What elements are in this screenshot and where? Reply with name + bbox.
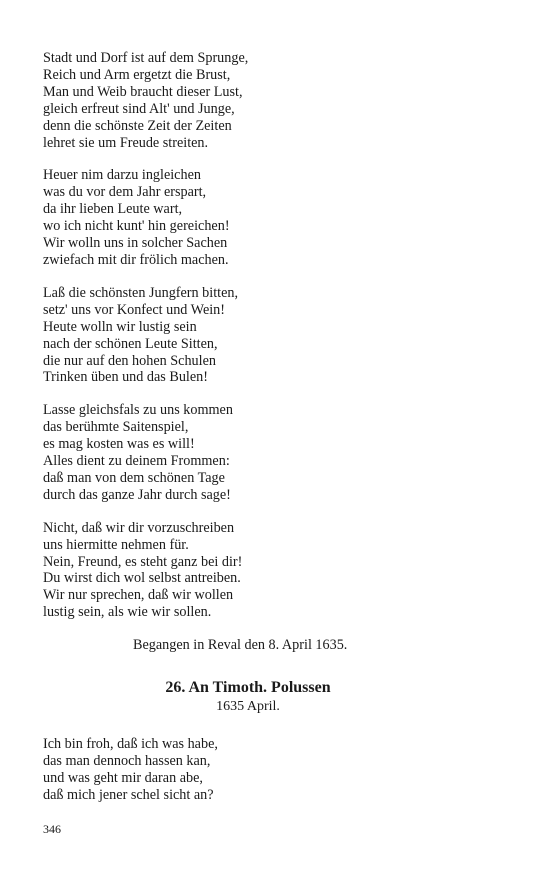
verse-line: gleich erfreut sind Alt' und Junge,	[43, 100, 235, 117]
verse-line: was du vor dem Jahr erspart,	[43, 184, 207, 201]
poem-date: 1635 April.	[216, 699, 280, 715]
stanza-2	[43, 167, 463, 268]
verse-line: Nein, Freund, es steht ganz bei dir!	[43, 553, 243, 570]
verse-line: Wir wolln uns in solcher Sachen	[43, 235, 228, 252]
verse-line: und was geht mir daran abe,	[43, 770, 203, 786]
verse-line: Nicht, daß wir dir vorzuschreiben	[43, 519, 235, 536]
verse-line: Man und Weib braucht dieser Lust,	[43, 83, 243, 100]
verse-line: Laß die schönsten Jungfern bitten,	[43, 284, 239, 301]
page-number: 346	[43, 822, 61, 836]
verse-line: es mag kosten was es will!	[43, 436, 195, 453]
verse-line: wo ich nicht kunt' hin gereichen!	[43, 218, 230, 235]
stanza-1	[43, 50, 463, 151]
verse-line: uns hiermitte nehmen für.	[43, 536, 189, 553]
verse-line: Du wirst dich wol selbst antreiben.	[43, 570, 241, 587]
dateline: Begangen in Reval den 8. April 1635.	[133, 637, 348, 654]
poem2-stanza-1	[43, 736, 463, 804]
verse-line: Stadt und Dorf ist auf dem Sprunge,	[43, 50, 249, 66]
verse-line: Alles dient zu deinem Frommen:	[43, 453, 230, 470]
stanza-3	[43, 285, 463, 386]
verse-line: Heute wolln wir lustig sein	[43, 318, 197, 335]
verse-line: daß mich jener schel sicht an?	[43, 786, 214, 803]
verse-line: lustig sein, als wie wir sollen.	[43, 604, 212, 621]
verse-line: Wir nur sprechen, daß wir wollen	[43, 587, 234, 604]
poem-title: 26. An Timoth. Polussen	[165, 679, 331, 697]
verse-line: daß man von dem schönen Tage	[43, 469, 225, 486]
verse-line: Ich bin froh, daß ich was habe,	[43, 736, 218, 753]
verse-line: Reich und Arm ergetzt die Brust,	[43, 66, 231, 83]
page-content	[43, 50, 463, 820]
verse-line: denn die schönste Zeit der Zeiten	[43, 117, 232, 134]
verse-line: setz' uns vor Konfect und Wein!	[43, 301, 225, 318]
verse-line: Lasse gleichsfals zu uns kommen	[43, 402, 233, 419]
verse-line: Heuer nim darzu ingleichen	[43, 167, 201, 184]
stanza-4	[43, 402, 463, 503]
verse-line: zwiefach mit dir frölich machen.	[43, 251, 229, 268]
verse-line: lehret sie um Freude streiten.	[43, 134, 209, 151]
verse-line: durch das ganze Jahr durch sage!	[43, 486, 231, 503]
stanza-5	[43, 520, 463, 621]
verse-line: die nur auf den hohen Schulen	[43, 352, 216, 369]
verse-line: Trinken üben und das Bulen!	[43, 369, 208, 386]
verse-line: nach der schönen Leute Sitten,	[43, 335, 218, 352]
verse-line: da ihr lieben Leute wart,	[43, 201, 183, 218]
verse-line: das berühmte Saitenspiel,	[43, 419, 189, 436]
verse-line: das man dennoch hassen kan,	[43, 753, 211, 770]
